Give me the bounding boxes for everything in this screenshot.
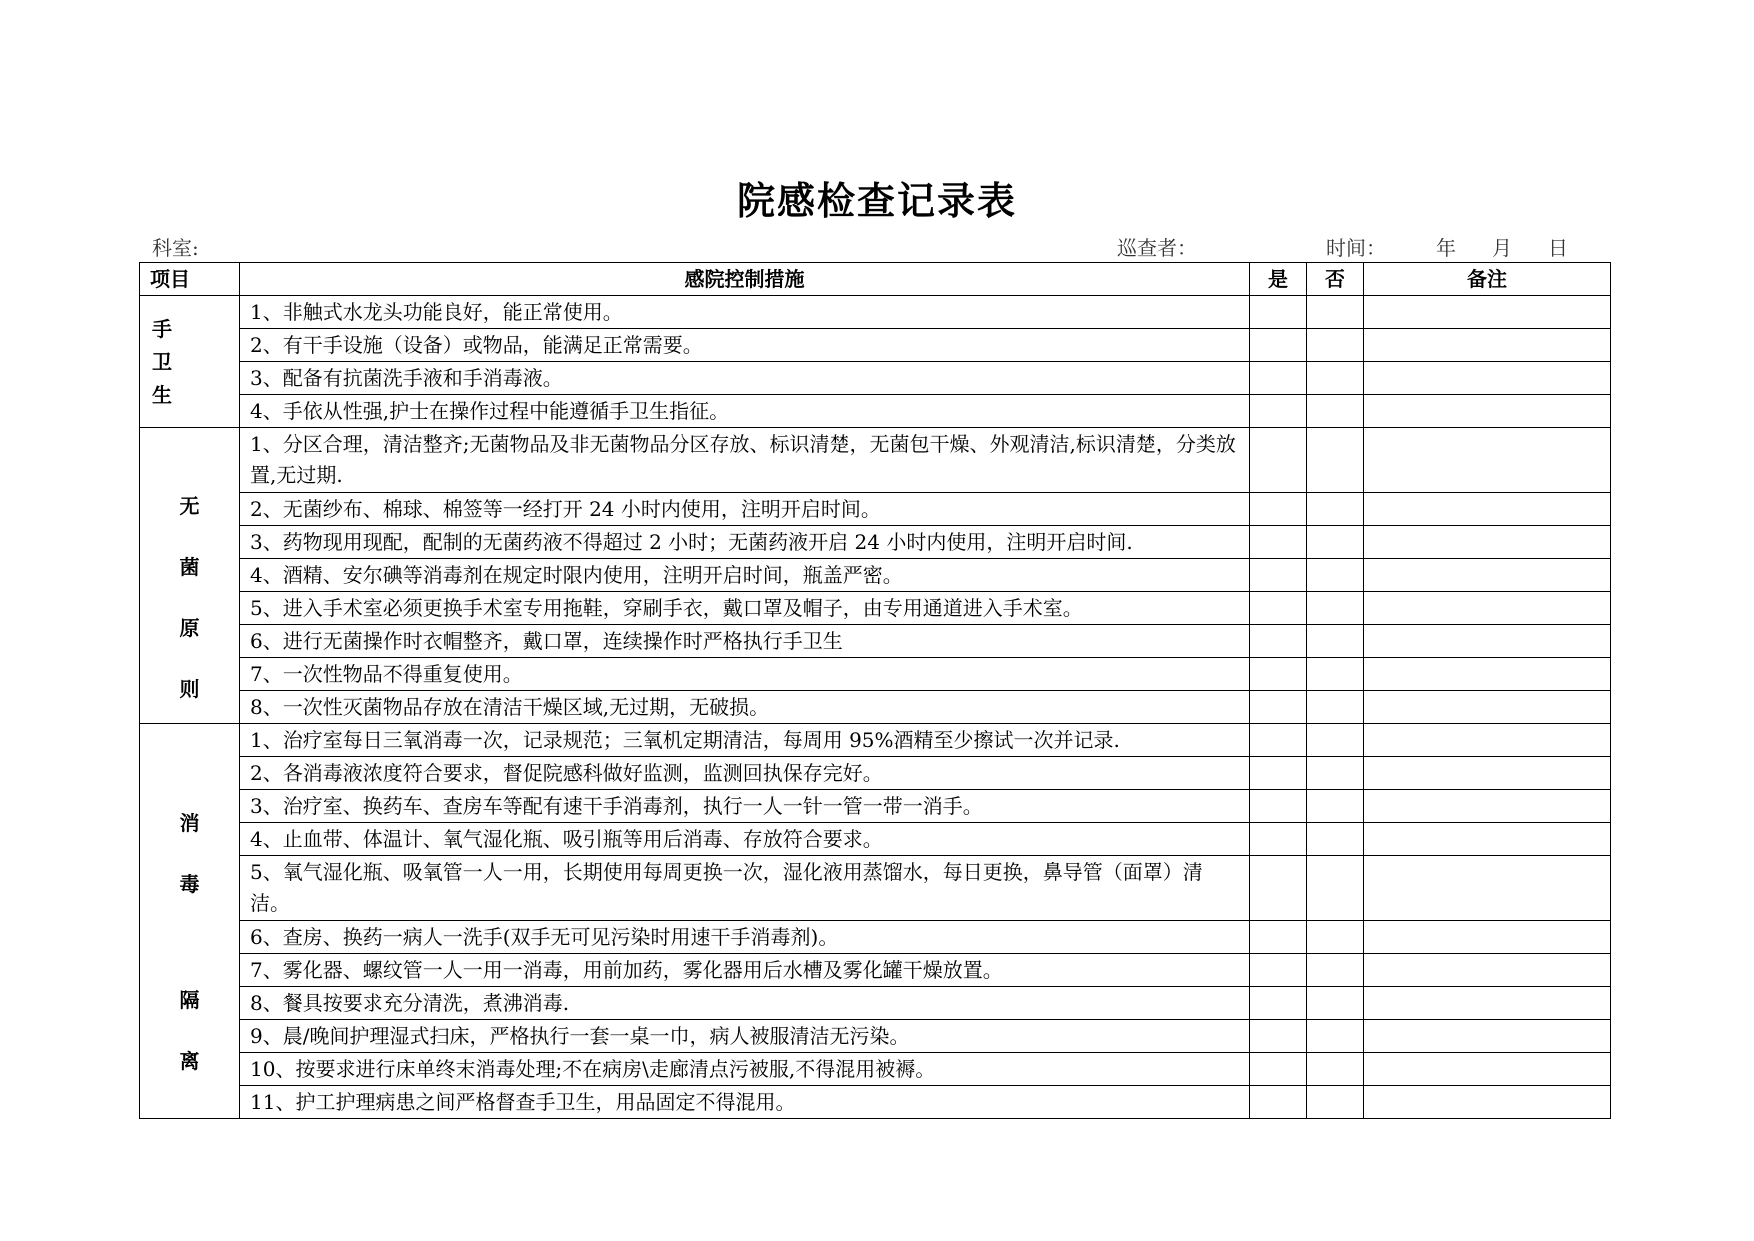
measure-cell: 8、一次性灭菌物品存放在清洁干燥区域,无过期，无破损。 <box>240 691 1250 724</box>
measure-cell: 3、配备有抗菌洗手液和手消毒液。 <box>240 362 1250 395</box>
section-label-char: 生 <box>152 383 172 407</box>
yes-cell[interactable] <box>1250 757 1307 790</box>
department-label: 科室: <box>152 236 199 260</box>
note-cell[interactable] <box>1364 559 1611 592</box>
table-header-row <box>140 263 1611 296</box>
section-label-char: 毒 <box>179 871 200 896</box>
day-label: 日 <box>1548 236 1568 260</box>
no-cell[interactable] <box>1307 954 1364 987</box>
time-field <box>1326 232 1568 261</box>
yes-cell[interactable] <box>1250 1020 1307 1053</box>
note-cell[interactable] <box>1364 329 1611 362</box>
measure-cell: 11、护工护理病患之间严格督查手卫生，用品固定不得混用。 <box>240 1086 1250 1119</box>
table-row <box>140 526 1611 559</box>
section-label <box>140 296 240 428</box>
table-row <box>140 493 1611 526</box>
year-label: 年 <box>1436 236 1456 260</box>
yes-cell[interactable] <box>1250 954 1307 987</box>
measure-cell: 4、止血带、体温计、氧气湿化瓶、吸引瓶等用后消毒、存放符合要求。 <box>240 823 1250 856</box>
measure-cell: 5、氧气湿化瓶、吸氧管一人一用，长期使用每周更换一次，湿化液用蒸馏水，每日更换，鼻导管（面罩）清洁。 <box>240 856 1250 921</box>
column-header-no: 否 <box>1307 263 1364 296</box>
table-row <box>140 921 1611 954</box>
table-row <box>140 757 1611 790</box>
measure-cell: 3、药物现用现配，配制的无菌药液不得超过 2 小时；无菌药液开启 24 小时内使用，注明开启时间. <box>240 526 1250 559</box>
month-label: 月 <box>1492 236 1512 260</box>
measure-cell: 6、查房、换药一病人一洗手(双手无可见污染时用速干手消毒剂)。 <box>240 921 1250 954</box>
no-cell[interactable] <box>1307 823 1364 856</box>
section-label <box>140 428 240 724</box>
section-label-char: 卫 <box>152 350 172 374</box>
note-cell[interactable] <box>1364 954 1611 987</box>
yes-cell[interactable] <box>1250 987 1307 1020</box>
yes-cell[interactable] <box>1250 790 1307 823</box>
table-row <box>140 790 1611 823</box>
note-cell[interactable] <box>1364 428 1611 493</box>
note-cell[interactable] <box>1364 296 1611 329</box>
no-cell[interactable] <box>1307 362 1364 395</box>
note-cell[interactable] <box>1364 395 1611 428</box>
no-cell[interactable] <box>1307 757 1364 790</box>
measure-cell: 10、按要求进行床单终末消毒处理;不在病房\走廊清点污被服,不得混用被褥。 <box>240 1053 1250 1086</box>
table-row <box>140 1020 1611 1053</box>
yes-cell[interactable] <box>1250 559 1307 592</box>
section-label-char: 手 <box>152 317 172 341</box>
note-cell[interactable] <box>1364 921 1611 954</box>
yes-cell[interactable] <box>1250 856 1307 921</box>
table-row <box>140 428 1611 493</box>
column-header-note: 备注 <box>1364 263 1611 296</box>
note-cell[interactable] <box>1364 362 1611 395</box>
no-cell[interactable] <box>1307 658 1364 691</box>
measure-cell: 6、进行无菌操作时衣帽整齐，戴口罩，连续操作时严格执行手卫生 <box>240 625 1250 658</box>
yes-cell[interactable] <box>1250 691 1307 724</box>
note-cell[interactable] <box>1364 823 1611 856</box>
measure-cell: 5、进入手术室必须更换手术室专用拖鞋，穿刷手衣，戴口罩及帽子，由专用通道进入手术室。 <box>240 592 1250 625</box>
note-cell[interactable] <box>1364 526 1611 559</box>
table-body <box>140 296 1611 1119</box>
table-row <box>140 395 1611 428</box>
table-row <box>140 592 1611 625</box>
section-label-char: 原 <box>179 615 200 640</box>
no-cell[interactable] <box>1307 691 1364 724</box>
measure-cell: 7、一次性物品不得重复使用。 <box>240 658 1250 691</box>
note-cell[interactable] <box>1364 691 1611 724</box>
table-row <box>140 724 1611 757</box>
measure-cell: 9、晨/晚间护理湿式扫床，严格执行一套一桌一巾，病人被服清洁无污染。 <box>240 1020 1250 1053</box>
yes-cell[interactable] <box>1250 296 1307 329</box>
note-cell[interactable] <box>1364 757 1611 790</box>
no-cell[interactable] <box>1307 296 1364 329</box>
measure-cell: 1、治疗室每日三氧消毒一次，记录规范；三氧机定期清洁，每周用 95%酒精至少擦试一次并记录. <box>240 724 1250 757</box>
inspection-table <box>139 262 1611 1119</box>
measure-cell: 4、酒精、安尔碘等消毒剂在规定时限内使用，注明开启时间，瓶盖严密。 <box>240 559 1250 592</box>
table-row <box>140 625 1611 658</box>
table-row <box>140 1053 1611 1086</box>
no-cell[interactable] <box>1307 428 1364 493</box>
table-row <box>140 954 1611 987</box>
column-header-item: 项目 <box>140 263 240 296</box>
column-header-measure: 感院控制措施 <box>240 263 1250 296</box>
note-cell[interactable] <box>1364 1086 1611 1119</box>
note-cell[interactable] <box>1364 658 1611 691</box>
note-cell[interactable] <box>1364 987 1611 1020</box>
measure-cell: 1、分区合理，清洁整齐;无菌物品及非无菌物品分区存放、标识清楚，无菌包干燥、外观清洁,标识清楚，分类放置,无过期. <box>240 428 1250 493</box>
yes-cell[interactable] <box>1250 658 1307 691</box>
measure-cell: 2、有干手设施（设备）或物品，能满足正常需要。 <box>240 329 1250 362</box>
no-cell[interactable] <box>1307 329 1364 362</box>
no-cell[interactable] <box>1307 526 1364 559</box>
yes-cell[interactable] <box>1250 823 1307 856</box>
no-cell[interactable] <box>1307 1020 1364 1053</box>
no-cell[interactable] <box>1307 592 1364 625</box>
section-label-char: 消 <box>179 810 200 835</box>
table-row <box>140 856 1611 921</box>
column-header-yes: 是 <box>1250 263 1307 296</box>
section-label-char: 隔 <box>179 987 200 1012</box>
measure-cell: 2、各消毒液浓度符合要求，督促院感科做好监测，监测回执保存完好。 <box>240 757 1250 790</box>
section-label <box>140 724 240 1119</box>
measure-cell: 4、手依从性强,护士在操作过程中能遵循手卫生指征。 <box>240 395 1250 428</box>
note-cell[interactable] <box>1364 790 1611 823</box>
note-cell[interactable] <box>1364 1053 1611 1086</box>
table-row <box>140 823 1611 856</box>
table-row <box>140 559 1611 592</box>
time-label: 时间： <box>1326 236 1386 260</box>
no-cell[interactable] <box>1307 1086 1364 1119</box>
no-cell[interactable] <box>1307 559 1364 592</box>
yes-cell[interactable] <box>1250 724 1307 757</box>
no-cell[interactable] <box>1307 724 1364 757</box>
section-label-char: 菌 <box>179 554 200 579</box>
no-cell[interactable] <box>1307 790 1364 823</box>
table-row <box>140 691 1611 724</box>
yes-cell[interactable] <box>1250 625 1307 658</box>
no-cell[interactable] <box>1307 395 1364 428</box>
note-cell[interactable] <box>1364 856 1611 921</box>
no-cell[interactable] <box>1307 1053 1364 1086</box>
yes-cell[interactable] <box>1250 428 1307 493</box>
note-cell[interactable] <box>1364 724 1611 757</box>
inspector-label: 巡查者： <box>1117 236 1197 260</box>
note-cell[interactable] <box>1364 1020 1611 1053</box>
no-cell[interactable] <box>1307 987 1364 1020</box>
yes-cell[interactable] <box>1250 526 1307 559</box>
note-cell[interactable] <box>1364 625 1611 658</box>
section-label-char: 则 <box>179 676 200 701</box>
table-row <box>140 362 1611 395</box>
yes-cell[interactable] <box>1250 921 1307 954</box>
no-cell[interactable] <box>1307 921 1364 954</box>
note-cell[interactable] <box>1364 493 1611 526</box>
yes-cell[interactable] <box>1250 1086 1307 1119</box>
measure-cell: 3、治疗室、换药车、查房车等配有速干手消毒剂，执行一人一针一管一带一消手。 <box>240 790 1250 823</box>
yes-cell[interactable] <box>1250 395 1307 428</box>
note-cell[interactable] <box>1364 592 1611 625</box>
yes-cell[interactable] <box>1250 362 1307 395</box>
table-row <box>140 329 1611 362</box>
measure-cell: 8、餐具按要求充分清洗，煮沸消毒. <box>240 987 1250 1020</box>
no-cell[interactable] <box>1307 856 1364 921</box>
no-cell[interactable] <box>1307 625 1364 658</box>
measure-cell: 1、非触式水龙头功能良好，能正常使用。 <box>240 296 1250 329</box>
page-title: 院感检查记录表 <box>736 178 1017 223</box>
no-cell[interactable] <box>1307 493 1364 526</box>
table-row <box>140 1086 1611 1119</box>
table-row <box>140 987 1611 1020</box>
yes-cell[interactable] <box>1250 329 1307 362</box>
yes-cell[interactable] <box>1250 592 1307 625</box>
yes-cell[interactable] <box>1250 1053 1307 1086</box>
table-row <box>140 296 1611 329</box>
measure-cell: 7、雾化器、螺纹管一人一用一消毒，用前加药，雾化器用后水槽及雾化罐干燥放置。 <box>240 954 1250 987</box>
section-label-char: 无 <box>179 493 200 518</box>
yes-cell[interactable] <box>1250 493 1307 526</box>
section-label-char: 离 <box>179 1048 200 1073</box>
measure-cell: 2、无菌纱布、棉球、棉签等一经打开 24 小时内使用，注明开启时间。 <box>240 493 1250 526</box>
table-row <box>140 658 1611 691</box>
